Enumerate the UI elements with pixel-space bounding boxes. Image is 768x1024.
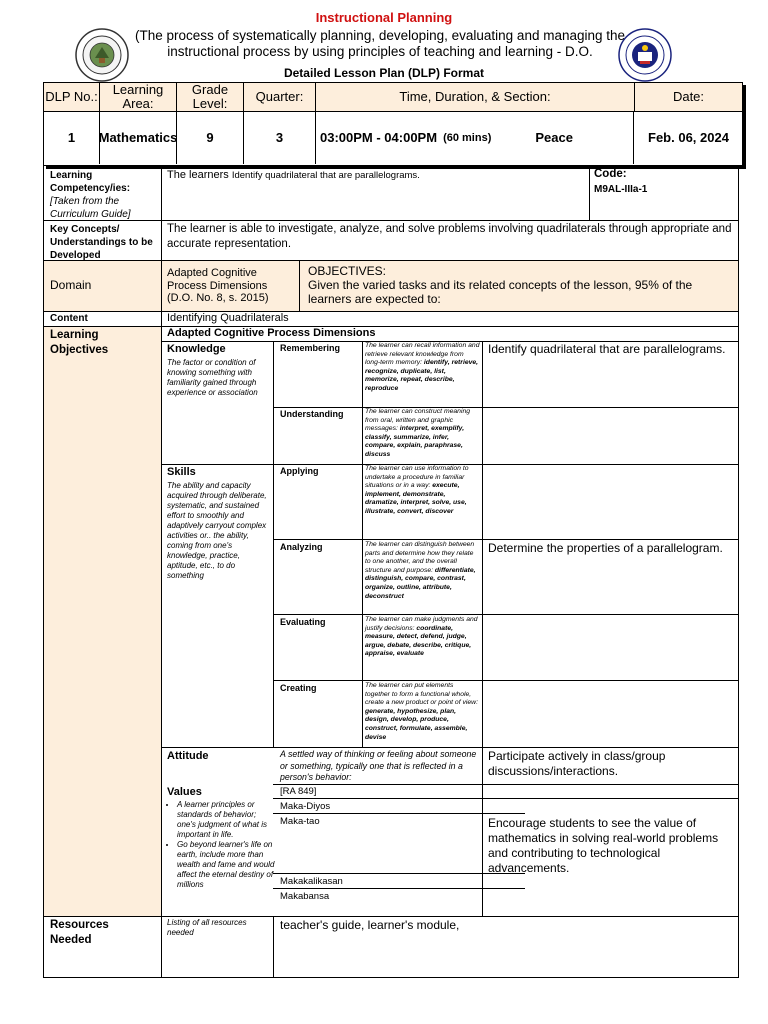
section: Peace — [535, 130, 573, 145]
value-maka-tao: Maka-tao — [280, 816, 320, 827]
level-creating: Creating — [280, 683, 317, 693]
remembering-desc: The learner can recall information and retrieve relevant knowledge from long-term memory: identify, retrieve, recognize, duplicate, list, memorize, repeat, describe, reproduce — [365, 342, 480, 392]
dlp-format-title: Detailed Lesson Plan (DLP) Format — [283, 66, 485, 80]
header-grade-level: Grade Level: — [177, 83, 244, 112]
duration: (60 mins) — [443, 132, 492, 144]
header-date: Date: — [635, 83, 742, 112]
objectives-label-shade — [44, 326, 161, 916]
document-title: Instructional Planning — [315, 10, 453, 25]
values-bullet: • Go beyond learner's life on earth, include more than wealth and fame and would affect the eternal destiny of millions — [177, 840, 277, 890]
header-quarter: Quarter: — [244, 83, 316, 112]
dlp-no-value: 1 — [44, 112, 100, 164]
values-bullet: • A learner principles or standards of behavior; one's judgment of what is important in life. — [177, 800, 277, 840]
level-understanding: Understanding — [280, 409, 344, 419]
value-makakalikasan: Makakalikasan — [280, 876, 343, 887]
level-applying: Applying — [280, 466, 319, 476]
header-dlp-no: DLP No.: — [44, 83, 100, 112]
time-value — [316, 112, 634, 164]
values-title: Values — [167, 786, 202, 798]
content-text: Identifying Quadrilaterals — [167, 312, 289, 324]
learning-objectives-label: Learning Objectives — [50, 329, 109, 356]
header-time: Time, Duration, & Section: — [316, 83, 635, 112]
values-bullets — [167, 800, 277, 890]
value-makabansa: Makabansa — [280, 891, 330, 902]
domain-dimensions: Adapted Cognitive Process Dimensions (D.O. No. 8, s. 2015) — [167, 267, 269, 304]
domain-label: Domain — [50, 278, 92, 292]
understanding-desc: The learner can construct meaning from oral, written and graphic messages: interpret, exemplify, classify, summarize, infer, compare, explain, paraphrase, discuss — [365, 408, 471, 458]
info-table — [43, 82, 743, 166]
competency-text: The learners Identify quadrilateral that are parallelograms. — [167, 169, 420, 181]
objective-values: Encourage students to see the value of mathematics in solving real-world problems and contributing to technological advancements. — [488, 816, 719, 875]
competency-label: Learning Competency/ies: [Taken from the Curriculum Guide] — [50, 170, 131, 220]
evaluating-desc: The learner can make judgments and justify decisions: coordinate, measure, detect, defend, judge, argue, debate, describe, critique, appraise, evaluate — [365, 616, 478, 658]
key-concepts-label: Key Concepts/ Understandings to be Developed — [50, 224, 153, 261]
objective-remembering: Identify quadrilateral that are parallelograms. — [488, 342, 726, 356]
time-range: 03:00PM - 04:00PM — [320, 130, 438, 145]
level-remembering: Remembering — [280, 343, 341, 353]
level-evaluating: Evaluating — [280, 617, 326, 627]
knowledge-desc: The factor or condition of knowing something with familiarity gained through experience or association — [167, 358, 258, 397]
date-value: Feb. 06, 2024 — [648, 130, 729, 145]
objectives-intro: OBJECTIVES: Given the varied tasks and its related concepts of the lesson, 95% of the learners are expected to: — [308, 264, 693, 306]
level-analyzing: Analyzing — [280, 542, 323, 552]
quarter-value: 3 — [244, 112, 316, 164]
knowledge-title: Knowledge — [167, 343, 226, 355]
code-value: M9AL-IIIa-1 — [594, 184, 648, 195]
objective-attitude: Participate actively in class/group discussions/interactions. — [488, 749, 666, 778]
code-label: Code: — [594, 168, 627, 180]
header-learning-area: Learning Area: — [100, 83, 177, 112]
creating-desc: The learner can put elements together to form a functional whole, create a new product or point of view: generate, hypothesize, plan, design, develop, produce, construct, formulate, assemble, devise — [365, 682, 478, 741]
resources-desc: Listing of all resources needed — [167, 918, 247, 937]
objective-analyzing: Determine the properties of a parallelogram. — [488, 541, 723, 555]
attitude-desc: A settled way of thinking or feeling about someone or something, typically one that is reflected in a person's behavior: — [280, 749, 477, 782]
attitude-title: Attitude — [167, 750, 209, 762]
learning-area-value: Mathematics — [100, 112, 177, 164]
analyzing-desc: The learner can distinguish between parts and determine how they relate to one another, and the overall structure and purpose: differentiate, distinguish, compare, contrast, organize, outline, attribute, deconstruct — [365, 541, 476, 600]
skills-desc: The ability and capacity acquired through deliberate, systematic, and sustained effort to smoothly and adaptively carryout complex activities or.. the ability, coming from one's knowledge, practice, aptitude, etc., to do something — [167, 481, 267, 580]
key-concepts-text: The learner is able to investigate, analyze, and solve problems involving quadrilaterals through appropriate and accurate representation. — [167, 223, 732, 250]
document-subtitle: (The process of systematically planning, developing, evaluating and managing the instructional process by using principles of teaching and learning - D.O. — [134, 28, 626, 59]
resources-label: Resources Needed — [50, 919, 109, 946]
lesson-plan-grid — [43, 165, 739, 978]
ra-849: [RA 849] — [280, 786, 317, 797]
content-label: Content — [50, 313, 88, 324]
applying-desc: The learner can use information to undertake a procedure in familiar situations or in a way: execute, implement, demonstrate, dramatize, interpret, solve, use, illustrate, convert, discover — [365, 465, 469, 515]
skills-title: Skills — [167, 466, 196, 478]
grade-level-value: 9 — [177, 112, 244, 164]
resources-text: teacher's guide, learner's module, — [280, 918, 460, 932]
value-maka-diyos: Maka-Diyos — [280, 801, 331, 812]
cognitive-dimensions-heading: Adapted Cognitive Process Dimensions — [167, 327, 376, 339]
